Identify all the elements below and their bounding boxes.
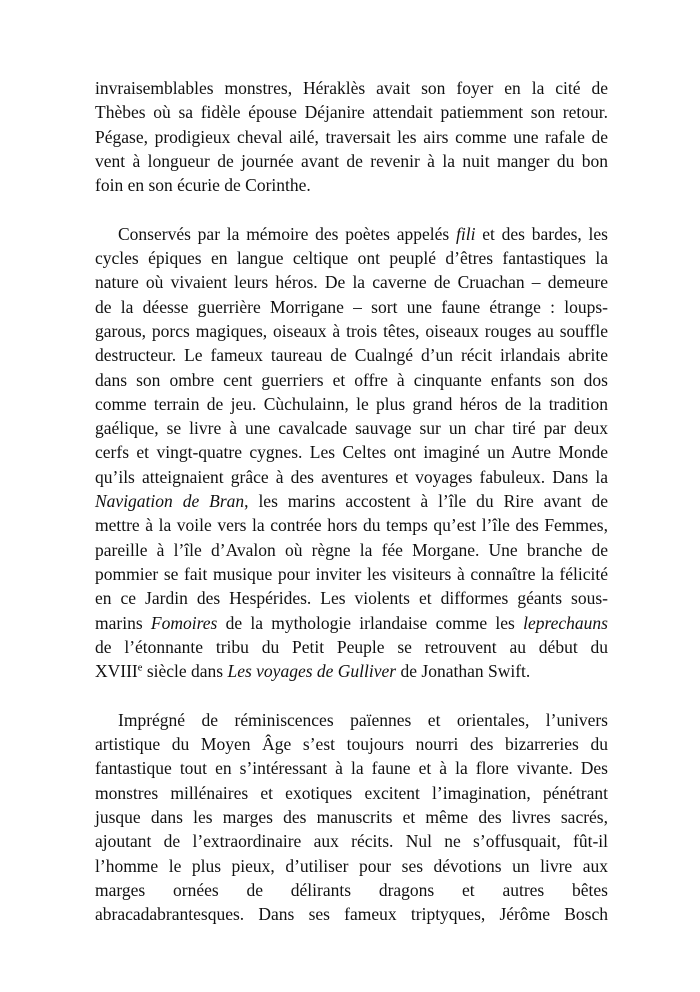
text-run: Thèbes où sa fidèle épouse Déjanire attendait patiemment son retour. (95, 102, 608, 123)
text-line (95, 416, 608, 440)
italic-text: Fomoires (150, 612, 218, 633)
text-run: ajoutant de l’extraordinaire aux récits. Nul ne s’offusquait, fût-il (95, 831, 608, 852)
text-run: mettre à la voile vers la contrée hors du temps qu’est l’île des Femmes, (95, 515, 608, 536)
text-run: pommier se fait musique pour inviter les visiteurs à connaître la félicité (95, 563, 608, 584)
document-page (95, 76, 608, 951)
text-line (95, 489, 608, 513)
text-run: dans son ombre cent guerriers et offre à cinquante enfants son dos (95, 369, 608, 390)
text-run: et des bardes, les (475, 223, 608, 244)
text-line (95, 125, 608, 149)
text-run: , les marins accostent à l’île du Rire avant de (244, 491, 608, 512)
text-line (95, 708, 608, 732)
text-line (95, 586, 608, 610)
text-line (95, 635, 608, 659)
text-line (95, 513, 608, 537)
text-line (95, 756, 608, 780)
text-run: marins (95, 612, 151, 633)
text-run: l’homme le plus pieux, d’utiliser pour ses dévotions un livre aux (95, 855, 608, 876)
text-line (95, 76, 608, 100)
text-line (95, 295, 608, 319)
text-line (95, 440, 608, 464)
text-line (95, 368, 608, 392)
italic-text: leprechauns (523, 612, 608, 633)
text-run: cerfs et vingt-quatre cygnes. Les Celtes ont imaginé un Autre Monde (95, 442, 608, 463)
text-run: fantastique tout en s’intéressant à la faune et à la flore vivante. Des (95, 758, 608, 779)
text-line (95, 343, 608, 367)
text-line (95, 222, 608, 246)
text-line (95, 854, 608, 878)
paragraph (95, 76, 608, 197)
text-run: jusque dans les marges des manuscrits et même des livres sacrés, (95, 806, 608, 827)
text-line (95, 878, 608, 902)
text-run: Pégase, prodigieux cheval ailé, traversait les airs comme une rafale de (95, 126, 608, 147)
text-run: pareille à l’île d’Avalon où règne la fée Morgane. Une branche de (95, 539, 608, 560)
text-run: Imprégné de réminiscences païennes et orientales, l’univers (118, 709, 608, 730)
text-run: cycles épiques en langue celtique ont peuplé d’êtres fantastiques la (95, 248, 608, 269)
text-run: marges ornées de délirants dragons et autres bêtes (95, 879, 608, 900)
text-run: nature où vivaient leurs héros. De la caverne de Cruachan – demeure (95, 272, 608, 293)
text-line (95, 902, 608, 926)
text-line (95, 829, 608, 853)
text-run: invraisemblables monstres, Héraklès avait son foyer en la cité de (95, 78, 608, 98)
text-run: comme terrain de jeu. Cùchulainn, le plus grand héros de la tradition (95, 393, 608, 414)
text-line (95, 100, 608, 124)
text-line (95, 392, 608, 416)
text-run: de la déesse guerrière Morrigane – sort une faune étrange : loups- (95, 296, 608, 317)
text-line (95, 319, 608, 343)
text-run: de la mythologie irlandaise comme les (217, 612, 524, 633)
text-line (95, 562, 608, 586)
text-line (95, 611, 608, 635)
italic-text: Navigation de Bran (95, 491, 245, 512)
text-line (95, 538, 608, 562)
text-run: vent à longueur de journée avant de revenir à la nuit manger du bon (95, 150, 608, 171)
text-run: Conservés par la mémoire des poètes appelés (118, 223, 456, 244)
text-run: qu’ils atteignaient grâce à des aventures et voyages fabuleux. Dans la (95, 466, 608, 487)
text-run: de Jonathan Swift. (396, 661, 531, 682)
superscript: e (137, 662, 143, 674)
text-run: artistique du Moyen Âge s’est toujours nourri des bizarreries du (95, 734, 608, 755)
text-run: en ce Jardin des Hespérides. Les violents et difformes géants sous- (95, 588, 608, 609)
text-line (95, 270, 608, 294)
text-line (95, 246, 608, 270)
italic-text: Les voyages de Gulliver (227, 661, 397, 682)
text-run: monstres millénaires et exotiques excitent l’imagination, pénétrant (95, 782, 608, 803)
text-line (95, 659, 608, 683)
text-run: destructeur. Le fameux taureau de Cualngé d’un récit irlandais abrite (95, 345, 608, 366)
text-line (95, 465, 608, 489)
text-run: siècle dans (142, 661, 228, 682)
text-line (95, 805, 608, 829)
text-run: XVIII (95, 661, 138, 682)
text-run: de l’étonnante tribu du Petit Peuple se retrouvent au début du (95, 636, 608, 657)
text-run: foin en son écurie de Corinthe. (95, 175, 311, 196)
text-line (95, 173, 608, 197)
text-run: gaélique, se livre à une cavalcade sauvage sur un char tiré par deux (95, 418, 608, 439)
text-line (95, 732, 608, 756)
text-run: garous, porcs magiques, oiseaux à trois têtes, oiseaux rouges au souffle (95, 320, 608, 341)
paragraph (95, 222, 608, 684)
italic-text: fili (456, 223, 476, 244)
text-line (95, 149, 608, 173)
text-line (95, 781, 608, 805)
text-run: abracadabrantesques. Dans ses fameux triptyques, Jérôme Bosch (95, 904, 608, 925)
paragraph (95, 708, 608, 927)
